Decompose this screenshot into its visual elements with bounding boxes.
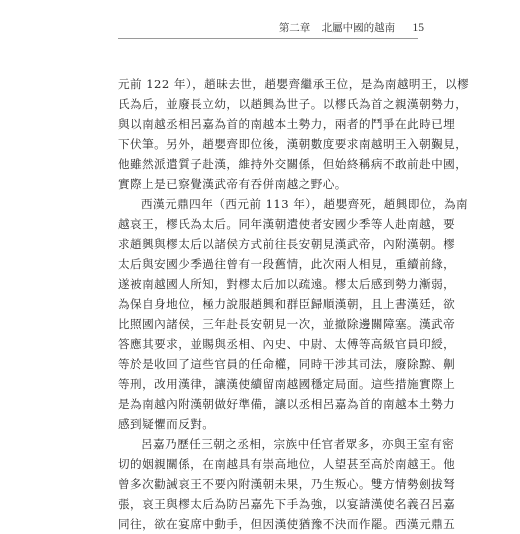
text-line: 他雖然派遣質子赴漢，維持外交關係，但始終稱病不敢前赴中國，: [118, 157, 468, 171]
chapter-title: 北屬中國的越南: [321, 22, 396, 34]
text-line: 等於是收回了這些官員的任命權，同時干涉其司法，廢除黥、劓: [118, 357, 456, 371]
text-line: 太后與安國少季過往曾有一段舊情，此次兩人相見，重續前緣，: [118, 257, 456, 271]
chapter-label: 第二章: [278, 22, 311, 34]
text-line: 答應其要求，並賜與丞相、內史、中尉、太傅等高級官員印綬，: [118, 337, 456, 351]
text-line: 元前 122 年），趙昧去世，趙嬰齊繼承王位，是為南越明王，以樛: [118, 77, 470, 91]
text-line: 是為南越內附漢朝做好準備，讓以丞相呂嘉為首的南越本土勢力: [118, 397, 456, 411]
text-line: 呂嘉乃歷任三朝之丞相，宗族中任官者眾多，亦與王室有密: [141, 437, 455, 451]
text-line: 氏為后，並廢長立幼，以趙興為世子。以樛氏為首之親漢朝勢力，: [118, 97, 468, 111]
text-line: 比照國內諸侯，三年赴長安朝見一次，並撤除邊關障塞。漢武帝: [118, 317, 456, 331]
text-line: 張，哀王與樛太后為防呂嘉先下手為強，以宴請漢使名義召呂嘉: [118, 497, 456, 511]
text-line: 切的姻親關係，在南越具有崇高地位，人望甚至高於南越王。他: [118, 457, 456, 471]
text-line: 同往，欲在宴席中動手，但因漢使猶豫不決而作罷。西漢元鼎五: [118, 517, 456, 531]
text-line: 西漢元鼎四年（西元前 113 年），趙嬰齊死，趙興即位，為南: [141, 197, 469, 211]
header-rule: [118, 38, 418, 39]
text-line: 感到疑懼而反對。: [118, 417, 215, 431]
text-line: 越哀王，樛氏為太后。同年漢朝遣使者安國少季等人赴南越，要: [118, 217, 456, 231]
running-header: [279, 20, 424, 35]
text-line: 與以南越丞相呂嘉為首的南越本土勢力，兩者的鬥爭在此時已埋: [118, 117, 456, 131]
text-line: 為保自身地位，極力說服趙興和群臣歸順漢朝，且上書漢廷，欲: [118, 297, 456, 311]
paragraph: [118, 434, 456, 534]
text-line: 曾多次勸誡哀王不要內附漢朝未果，乃生叛心。雙方情勢劍拔弩: [118, 477, 456, 491]
page-number: 15: [412, 22, 424, 34]
text-line: 遂被南越國人所知，對樛太后加以疏遠。樛太后感到勢力漸弱，: [118, 277, 456, 291]
text-line: 實際上是已察覺漢武帝有吞併南越之野心。: [118, 177, 347, 191]
text-line: 等刑，改用漢律，讓漢使續留南越國穩定局面。這些措施實際上: [118, 377, 456, 391]
paragraph: [118, 74, 470, 194]
paragraph: [118, 194, 469, 434]
body-text: [118, 74, 470, 534]
text-line: 下伏筆。另外，趙嬰齊即位後，漢朝數度要求南越明王入朝覲見，: [118, 137, 468, 151]
text-line: 求趙興與樛太后以諸侯方式前往長安朝見漢武帝，內附漢朝。樛: [118, 237, 456, 251]
